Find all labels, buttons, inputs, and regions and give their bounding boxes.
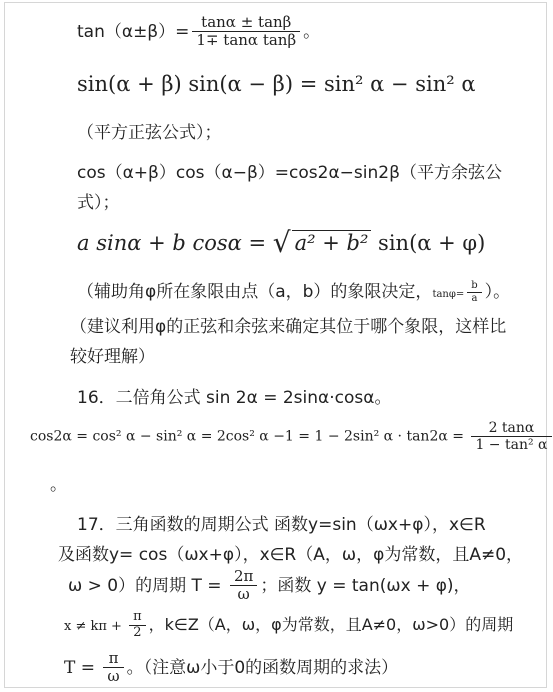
aux-angle-quadrant-note (77, 277, 510, 304)
period-sin-pre: ω > 0）的周期 T = (68, 575, 227, 596)
aux-radicand: a² + b² (292, 230, 372, 255)
tan-sum-lhs: tan（α±β）= (77, 21, 190, 42)
tan-domain-post: ，k∈Z（A，ω，φ为常数，且A≠0，ω>0）的周期 (148, 614, 514, 634)
period-2pi-den: ω (237, 585, 250, 604)
tan-sum-end: 。 (303, 21, 321, 42)
tan-period-line (64, 650, 398, 686)
auxiliary-angle-formula (77, 226, 485, 259)
aux-tan-num: b (467, 280, 481, 293)
cos-product-formula: cos（α+β）cos（α−β）=cos2α−sin2β（平方余弦公 (77, 163, 502, 183)
double-angle-end: 。 (50, 475, 67, 495)
tan-domain-num: π (129, 610, 146, 626)
quadrant-advice-cont: 较好理解） (70, 347, 155, 367)
aux-note-end: ）。 (484, 282, 511, 302)
double-angle-cos-text: cos2α = cos² α − sin² α = 2cos² α −1 = 1 − 2sin² α · tan2α = (30, 428, 469, 445)
tan-sum-fraction (192, 14, 300, 50)
double-angle-cos-formula (30, 420, 553, 453)
period-sin-cos (68, 568, 471, 604)
tan-domain-pre: x ≠ kπ + (64, 618, 127, 634)
double-angle-sine: 16．二倍角公式 sin 2α = 2sinα·cosα。 (77, 388, 392, 408)
tan2a-num: 2 tanα (471, 420, 551, 437)
sqrt-icon: √ (272, 226, 291, 259)
aux-lhs: a sinα + b cosα = (77, 231, 273, 255)
aux-tan-fraction (467, 280, 481, 304)
tan-period-den: ω (107, 667, 120, 686)
aux-tan-label: tanφ= (432, 289, 465, 300)
tan-period-fraction (103, 650, 123, 686)
tan-domain-fraction (129, 610, 146, 641)
quadrant-advice: （建议利用φ的正弦和余弦来确定其位于哪个象限，这样比 (70, 317, 507, 337)
period-formula-title: 17．三角函数的周期公式 函数y=sin（ωx+φ），x∈R (77, 515, 486, 535)
aux-note-text: （辅助角φ所在象限由点（a，b）的象限决定， (77, 282, 433, 302)
tan2a-fraction (471, 420, 551, 453)
tan-period-pre: T = (64, 657, 101, 678)
period-tan-func: ；函数 y = tan(ωx + φ)， (260, 575, 471, 596)
tan-sum-numerator: tanα ± tanβ (192, 14, 300, 32)
tan-domain-den: 2 (133, 624, 142, 640)
tan-period-num: π (103, 650, 123, 668)
tan-period-note: 。（注意ω小于0的函数周期的求法） (126, 657, 399, 678)
period-2pi-num: 2π (230, 568, 257, 586)
aux-rhs: sin(α + φ) (371, 231, 486, 255)
square-sine-note: （平方正弦公式）； (77, 123, 222, 143)
cos-product-formula-cont: 式）； (77, 193, 120, 213)
tan-sum-denominator: 1∓ tanα tanβ (196, 31, 297, 50)
sin-product-formula: sin(α + β) sin(α − β) = sin² α − sin² α (77, 72, 476, 96)
tan-sum-formula (77, 14, 320, 50)
aux-tan-den: a (471, 292, 478, 304)
period-2pi-fraction (230, 568, 257, 604)
tan2a-den: 1 − tan² α (475, 437, 548, 454)
period-formula-cos: 及函数y= cos（ωx+φ），x∈R（A，ω，φ为常数，且A≠0， (58, 545, 524, 565)
tan-domain-line (64, 610, 513, 641)
